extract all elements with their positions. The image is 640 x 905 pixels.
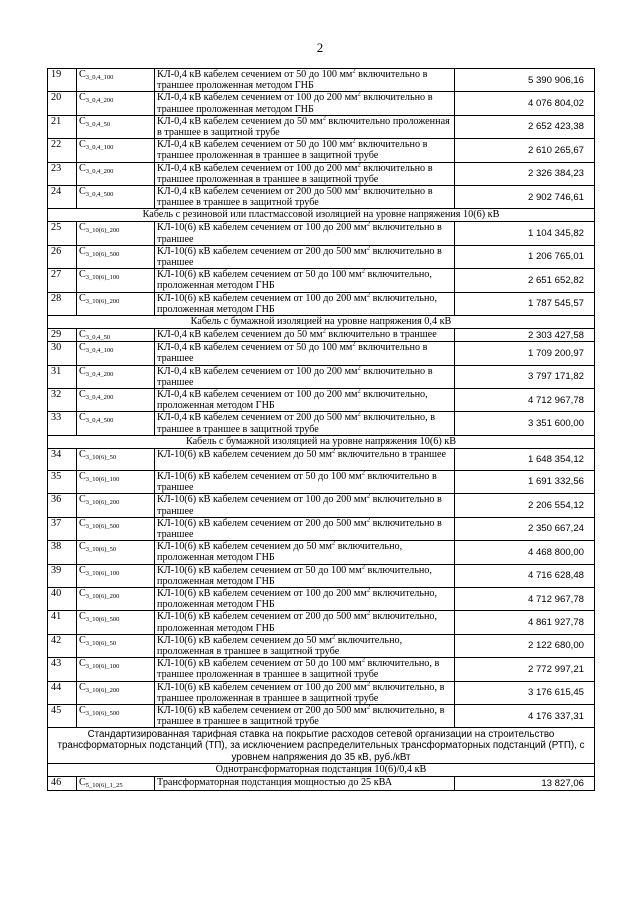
rate-code-subscript: 3_10(6)_500 xyxy=(85,616,120,624)
row-description xyxy=(155,470,455,493)
rate-code-letter: C xyxy=(79,517,86,529)
row-description xyxy=(155,412,455,435)
rate-value: 1 691 332,56 xyxy=(455,470,595,493)
superscript-2: 2 xyxy=(366,221,371,229)
row-number: 28 xyxy=(48,292,77,315)
row-number: 44 xyxy=(48,681,77,704)
row-number: 26 xyxy=(48,245,77,268)
superscript-2: 2 xyxy=(322,327,326,335)
section-title: Кабель с бумажной изоляцией на уровне напряжения 0,4 кВ xyxy=(48,316,595,329)
row-number: 45 xyxy=(48,704,77,727)
rate-code xyxy=(77,365,155,388)
rate-code xyxy=(77,634,155,657)
rate-code-subscript: 3_0,4_100 xyxy=(85,347,114,355)
row-number: 41 xyxy=(48,611,77,634)
rate-code xyxy=(77,162,155,185)
row-description xyxy=(155,92,455,115)
description-text-cont: включительно в траншее проложенная в траншее в защитной трубе xyxy=(157,162,433,185)
superscript-2: 2 xyxy=(352,340,356,348)
rate-code xyxy=(77,389,155,412)
description-text-cont: включительно, в траншее проложенная в траншее в защитной трубе xyxy=(157,681,445,704)
superscript-2: 2 xyxy=(357,161,361,169)
row-number: 36 xyxy=(48,494,77,517)
rate-code xyxy=(77,329,155,342)
rate-code-letter: C xyxy=(79,329,86,341)
table-row xyxy=(48,389,595,412)
row-number: 23 xyxy=(48,162,77,185)
description-text-cont: включительно в траншее проложенная в траншее в защитной трубе xyxy=(157,139,428,162)
row-description xyxy=(155,564,455,587)
rate-code-subscript: 3_0,4_200 xyxy=(85,370,114,378)
rate-code-letter: C xyxy=(79,342,86,354)
description-text-cont: включительно, в траншее в траншее в защитной трубе xyxy=(157,412,436,435)
row-number: 21 xyxy=(48,115,77,138)
rate-code-letter: C xyxy=(79,634,86,646)
superscript-2: 2 xyxy=(366,291,371,299)
rate-code-letter: C xyxy=(79,69,86,80)
description-text: КЛ-10(6) кВ кабелем сечением от 100 до 200 мм xyxy=(157,587,367,599)
row-description xyxy=(155,162,455,185)
rate-value: 2 652 423,38 xyxy=(455,115,595,138)
row-number: 25 xyxy=(48,222,77,245)
rate-code-subscript: 3_10(6)_50 xyxy=(85,639,117,647)
rate-code-letter: C xyxy=(79,292,86,304)
rate-code xyxy=(77,412,155,435)
row-number: 34 xyxy=(48,448,77,470)
table-row xyxy=(48,342,595,365)
superscript-2: 2 xyxy=(331,633,336,641)
section-title: Однотрансформаторная подстанция 10(6)/0,4 кВ xyxy=(48,764,595,777)
row-description xyxy=(155,389,455,412)
rate-code xyxy=(77,704,155,727)
rate-value: 5 390 906,16 xyxy=(455,69,595,92)
description-text-cont: включительно в траншее xyxy=(157,470,437,494)
description-text: КЛ-10(6) кВ кабелем сечением от 100 до 200 мм xyxy=(157,681,367,693)
description-text: КЛ-10(6) кВ кабелем сечением от 200 до 500 мм xyxy=(157,611,367,623)
table-row xyxy=(48,494,595,517)
rate-code-subscript: 3_0,4_500 xyxy=(85,417,114,425)
row-number: 32 xyxy=(48,389,77,412)
rate-code xyxy=(77,611,155,634)
row-description xyxy=(155,139,455,162)
rate-code xyxy=(77,69,155,92)
table-row xyxy=(48,92,595,115)
rate-code-subscript: 3_10(6)_200 xyxy=(85,686,120,694)
table-row xyxy=(48,777,595,790)
superscript-2: 2 xyxy=(366,703,371,711)
rate-code xyxy=(77,115,155,138)
tariff-table xyxy=(47,68,595,791)
rate-code-letter: C xyxy=(79,365,86,377)
row-number: 40 xyxy=(48,587,77,610)
description-text-cont: включительно, проложенная методом ГНБ xyxy=(157,611,438,634)
rate-code-letter: C xyxy=(79,389,86,401)
description-text: КЛ-0,4 кВ кабелем сечением от 200 до 500 мм xyxy=(157,412,358,424)
row-description xyxy=(155,634,455,657)
rate-code xyxy=(77,342,155,365)
description-text: КЛ-10(6) кВ кабелем сечением от 100 до 200 мм xyxy=(157,494,367,506)
rate-value: 13 827,06 xyxy=(455,777,595,790)
rate-code-subscript: 3_10(6)_500 xyxy=(85,250,120,258)
description-text: КЛ-10(6) кВ кабелем сечением от 200 до 500 мм xyxy=(157,245,367,257)
rate-code xyxy=(77,470,155,493)
superscript-2: 2 xyxy=(361,656,365,664)
rate-value: 2 350 667,24 xyxy=(455,517,595,540)
rate-value: 2 303 427,58 xyxy=(455,329,595,342)
row-description xyxy=(155,611,455,634)
row-description xyxy=(155,115,455,138)
description-text: КЛ-0,4 кВ кабелем сечением от 200 до 500 мм xyxy=(157,186,358,198)
section-title: Стандартизированная тарифная ставка на покрытие расходов сетевой организации на строительство трансформаторных подстанций (ТП), за исключением распределительных трансформаторных подстанций (РТП), с уровнем напряжения до 35 кВ, руб./кВт xyxy=(48,728,595,764)
description-text-cont: включительно в траншее xyxy=(325,329,437,341)
superscript-2: 2 xyxy=(357,184,361,192)
description-text-cont: включительно в траншее xyxy=(157,365,433,388)
rate-code xyxy=(77,448,155,470)
table-row xyxy=(48,245,595,268)
description-text: КЛ-10(6) кВ кабелем сечением до 50 мм xyxy=(157,634,332,646)
table-row xyxy=(48,611,595,634)
row-number: 37 xyxy=(48,517,77,540)
rate-code-letter: C xyxy=(79,448,86,460)
description-text: КЛ-0,4 кВ кабелем сечением до 50 мм xyxy=(157,329,323,341)
section-title: Кабель с резиновой или пластмассовой изоляцией на уровне напряжения 10(6) кВ xyxy=(48,209,595,222)
description-text-cont: включительно, проложенная методом ГНБ xyxy=(157,389,428,412)
description-text-cont: включительно в траншее xyxy=(335,448,447,460)
rate-value: 2 902 746,61 xyxy=(455,186,595,209)
rate-code xyxy=(77,186,155,209)
rate-code-letter: C xyxy=(79,162,86,174)
section-title: Кабель с бумажной изоляцией на уровне напряжения 10(6) кВ xyxy=(48,435,595,448)
superscript-2: 2 xyxy=(366,492,371,500)
row-description xyxy=(155,681,455,704)
rate-code xyxy=(77,517,155,540)
rate-code xyxy=(77,222,155,245)
rate-code-letter: C xyxy=(79,115,86,127)
rate-code xyxy=(77,564,155,587)
rate-code-letter: C xyxy=(79,412,86,424)
superscript-2: 2 xyxy=(366,609,371,617)
description-text: Трансформаторная подстанция мощностью до 25 кВА xyxy=(157,777,393,789)
table-row xyxy=(48,470,595,493)
row-number: 33 xyxy=(48,412,77,435)
table-row xyxy=(48,162,595,185)
rate-code xyxy=(77,292,155,315)
rate-code xyxy=(77,541,155,564)
section-header-row xyxy=(48,764,595,777)
rate-code-subscript: 3_10(6)_200 xyxy=(85,227,120,235)
rate-code-subscript: 3_10(6)_500 xyxy=(85,709,120,717)
rate-value: 1 648 354,12 xyxy=(455,448,595,470)
row-description xyxy=(155,704,455,727)
row-description xyxy=(155,292,455,315)
rate-value: 4 076 804,02 xyxy=(455,92,595,115)
rate-code-letter: C xyxy=(79,587,86,599)
rate-code-letter: C xyxy=(79,494,86,506)
row-description xyxy=(155,587,455,610)
rate-code-letter: C xyxy=(79,777,86,789)
section-header-row xyxy=(48,316,595,329)
row-number: 43 xyxy=(48,658,77,681)
page-number: 2 xyxy=(316,40,324,55)
table-row xyxy=(48,517,595,540)
row-number: 42 xyxy=(48,634,77,657)
row-description xyxy=(155,269,455,292)
row-number: 35 xyxy=(48,470,77,493)
rate-value: 4 716 628,48 xyxy=(455,564,595,587)
table-row xyxy=(48,269,595,292)
rate-code-letter: C xyxy=(79,611,86,623)
rate-code-subscript: 3_10(6)_100 xyxy=(85,569,120,577)
description-text: КЛ-0,4 кВ кабелем сечением от 50 до 100 мм xyxy=(157,342,353,354)
table-row xyxy=(48,448,595,470)
rate-value: 4 712 967,78 xyxy=(455,389,595,412)
description-text-cont: включительно проложенная в траншее в защитной трубе xyxy=(157,115,450,139)
superscript-2: 2 xyxy=(331,447,336,455)
superscript-2: 2 xyxy=(361,469,365,477)
rate-value: 3 351 600,00 xyxy=(455,412,595,435)
row-description xyxy=(155,329,455,342)
description-text-cont: включительно в траншее xyxy=(157,222,442,245)
table-row xyxy=(48,222,595,245)
rate-value: 2 206 554,12 xyxy=(455,494,595,517)
rate-code-letter: C xyxy=(79,470,86,482)
rate-value: 4 468 800,00 xyxy=(455,541,595,564)
description-text: КЛ-0,4 кВ кабелем сечением от 100 до 200 мм xyxy=(157,162,358,174)
rate-code-subscript: 3_10(6)_200 xyxy=(85,499,120,507)
rate-code-subscript: 3_0,4_200 xyxy=(85,97,114,105)
section-header-row xyxy=(48,728,595,764)
rate-code-subscript: 3_0,4_100 xyxy=(85,144,114,152)
rate-value: 4 861 927,78 xyxy=(455,611,595,634)
description-text-cont: включительно, в траншее проложенная в траншее в защитной трубе xyxy=(157,658,440,681)
superscript-2: 2 xyxy=(357,411,361,419)
description-text: КЛ-10(6) кВ кабелем сечением от 50 до 100 мм xyxy=(157,470,362,482)
superscript-2: 2 xyxy=(352,137,356,145)
superscript-2: 2 xyxy=(366,516,371,524)
description-text: КЛ-10(6) кВ кабелем сечением до 50 мм xyxy=(157,541,332,553)
row-description xyxy=(155,186,455,209)
rate-value: 1 787 545,57 xyxy=(455,292,595,315)
description-text-cont: включительно в траншее xyxy=(157,245,442,269)
rate-value: 1 709 200,97 xyxy=(455,342,595,365)
superscript-2: 2 xyxy=(361,267,365,275)
table-row xyxy=(48,292,595,315)
rate-code-letter: C xyxy=(79,704,86,716)
row-number: 22 xyxy=(48,139,77,162)
rate-code-subscript: 3_0,4_50 xyxy=(85,334,111,342)
description-text-cont: включительно в траншее xyxy=(157,342,428,365)
section-header-row xyxy=(48,209,595,222)
rate-value: 2 610 265,67 xyxy=(455,139,595,162)
row-description xyxy=(155,541,455,564)
rate-code-subscript: 3_0,4_200 xyxy=(85,394,114,402)
rate-value: 2 772 997,21 xyxy=(455,658,595,681)
superscript-2: 2 xyxy=(357,364,361,372)
table-row xyxy=(48,115,595,138)
rate-code-letter: C xyxy=(79,186,86,198)
row-description xyxy=(155,448,455,470)
description-text-cont: включительно, проложенная методом ГНБ xyxy=(157,587,438,611)
rate-code-subscript: 3_0,4_50 xyxy=(85,120,111,128)
description-text: КЛ-10(6) кВ кабелем сечением от 50 до 100 мм xyxy=(157,269,362,281)
table-row xyxy=(48,587,595,610)
rate-value: 4 712 967,78 xyxy=(455,587,595,610)
description-text: КЛ-0,4 кВ кабелем сечением от 100 до 200 мм xyxy=(157,389,358,401)
description-text: КЛ-0,4 кВ кабелем сечением от 100 до 200 мм xyxy=(157,92,358,104)
rate-code-subscript: 3_10(6)_500 xyxy=(85,522,120,530)
rate-code-subscript: 3_10(6)_100 xyxy=(85,475,120,483)
table-row xyxy=(48,704,595,727)
rate-code-letter: C xyxy=(79,564,86,576)
rate-code xyxy=(77,777,155,790)
row-description xyxy=(155,365,455,388)
table-row xyxy=(48,186,595,209)
description-text-cont: включительно, проложенная методом ГНБ xyxy=(157,564,432,587)
rate-code-letter: C xyxy=(79,269,86,281)
superscript-2: 2 xyxy=(366,244,371,252)
rate-code-subscript: 3_10(6)_200 xyxy=(85,592,120,600)
description-text-cont: включительно, проложенная методом ГНБ xyxy=(157,269,432,292)
row-description xyxy=(155,494,455,517)
description-text-cont: включительно, проложенная методом ГНБ xyxy=(157,541,403,564)
rate-code xyxy=(77,658,155,681)
description-text: КЛ-0,4 кВ кабелем сечением от 100 до 200 мм xyxy=(157,365,358,377)
table-row xyxy=(48,139,595,162)
row-number: 19 xyxy=(48,69,77,92)
table-row xyxy=(48,329,595,342)
rate-code xyxy=(77,494,155,517)
rate-code xyxy=(77,92,155,115)
rate-value: 2 122 680,00 xyxy=(455,634,595,657)
rate-value: 1 206 765,01 xyxy=(455,245,595,268)
row-description xyxy=(155,222,455,245)
rate-code-letter: C xyxy=(79,222,86,234)
description-text: КЛ-10(6) кВ кабелем сечением до 50 мм xyxy=(157,448,332,460)
rate-code-subscript: 3_10(6)_100 xyxy=(85,274,120,282)
rate-value: 4 176 337,31 xyxy=(455,704,595,727)
row-number: 46 xyxy=(48,777,77,790)
description-text-cont: включительно, проложенная методом ГНБ xyxy=(157,292,438,315)
row-description xyxy=(155,517,455,540)
row-description xyxy=(155,658,455,681)
row-description xyxy=(155,69,455,92)
row-number: 31 xyxy=(48,365,77,388)
superscript-2: 2 xyxy=(361,563,365,571)
description-text-cont: включительно в траншее проложенная методом ГНБ xyxy=(157,69,428,92)
rate-code-letter: C xyxy=(79,92,86,104)
description-text-cont: включительно в траншее в траншее в защитной трубе xyxy=(157,186,433,209)
superscript-2: 2 xyxy=(357,91,361,99)
row-description xyxy=(155,777,455,790)
rate-code xyxy=(77,139,155,162)
rate-code xyxy=(77,269,155,292)
row-number: 20 xyxy=(48,92,77,115)
table-row xyxy=(48,681,595,704)
description-text: КЛ-10(6) кВ кабелем сечением от 200 до 500 мм xyxy=(157,704,367,716)
rate-code-letter: C xyxy=(79,541,86,553)
table-row xyxy=(48,658,595,681)
rate-value: 1 104 345,82 xyxy=(455,222,595,245)
rate-code xyxy=(77,587,155,610)
rate-code-subscript: 3_10(6)_100 xyxy=(85,663,120,671)
row-number: 29 xyxy=(48,329,77,342)
table-row xyxy=(48,365,595,388)
rate-code-subscript: 3_0,4_100 xyxy=(85,74,114,81)
row-number: 38 xyxy=(48,541,77,564)
row-number: 30 xyxy=(48,342,77,365)
row-description xyxy=(155,245,455,268)
row-description xyxy=(155,342,455,365)
rate-code-subscript: 3_0,4_500 xyxy=(85,191,114,199)
rate-value: 2 326 384,23 xyxy=(455,162,595,185)
rate-value: 2 651 652,82 xyxy=(455,269,595,292)
description-text: КЛ-0,4 кВ кабелем сечением от 50 до 100 мм xyxy=(157,69,353,80)
rate-code-subscript: 3_10(6)_50 xyxy=(85,453,117,461)
table-row xyxy=(48,412,595,435)
superscript-2: 2 xyxy=(357,387,361,395)
description-text: КЛ-10(6) кВ кабелем сечением от 100 до 200 мм xyxy=(157,222,367,234)
superscript-2: 2 xyxy=(331,539,336,547)
rate-code xyxy=(77,245,155,268)
rate-code-subscript: 3_0,4_200 xyxy=(85,167,114,175)
description-text: КЛ-10(6) кВ кабелем сечением от 50 до 100 мм xyxy=(157,564,362,576)
superscript-2: 2 xyxy=(352,67,356,75)
row-number: 24 xyxy=(48,186,77,209)
rate-code xyxy=(77,681,155,704)
section-header-row xyxy=(48,435,595,448)
tariff-table-body xyxy=(48,69,595,791)
description-text-cont: включительно в траншее проложенная методом ГНБ xyxy=(157,92,433,115)
description-text: КЛ-10(6) кВ кабелем сечением от 100 до 200 мм xyxy=(157,292,367,304)
table-row xyxy=(48,69,595,92)
rate-code-letter: C xyxy=(79,245,86,257)
rate-code-subscript: 3_10(6)_50 xyxy=(85,546,117,554)
description-text-cont: включительно в траншее xyxy=(157,517,442,540)
row-number: 39 xyxy=(48,564,77,587)
table-row xyxy=(48,634,595,657)
description-text: КЛ-0,4 кВ кабелем сечением до 50 мм xyxy=(157,115,323,127)
rate-value: 3 797 171,82 xyxy=(455,365,595,388)
superscript-2: 2 xyxy=(322,114,326,122)
table-row xyxy=(48,564,595,587)
superscript-2: 2 xyxy=(366,586,371,594)
rate-value: 3 176 615,45 xyxy=(455,681,595,704)
rate-code-letter: C xyxy=(79,681,86,693)
table-row xyxy=(48,541,595,564)
rate-code-letter: C xyxy=(79,139,86,151)
rate-code-subscript: 5_10(6)_1_25 xyxy=(85,782,123,790)
description-text: КЛ-10(6) кВ кабелем сечением от 200 до 500 мм xyxy=(157,517,367,529)
rate-code-subscript: 3_10(6)_200 xyxy=(85,297,120,305)
rate-code-letter: C xyxy=(79,658,86,670)
description-text: КЛ-0,4 кВ кабелем сечением от 50 до 100 мм xyxy=(157,139,353,151)
superscript-2: 2 xyxy=(366,680,371,688)
row-number: 27 xyxy=(48,269,77,292)
description-text-cont: включительно, в траншее в траншее в защитной трубе xyxy=(157,704,445,728)
description-text: КЛ-10(6) кВ кабелем сечением от 50 до 100 мм xyxy=(157,658,362,670)
description-text-cont: включительно, проложенная в траншее в защитной трубе xyxy=(157,634,403,657)
description-text-cont: включительно в траншее xyxy=(157,494,442,517)
